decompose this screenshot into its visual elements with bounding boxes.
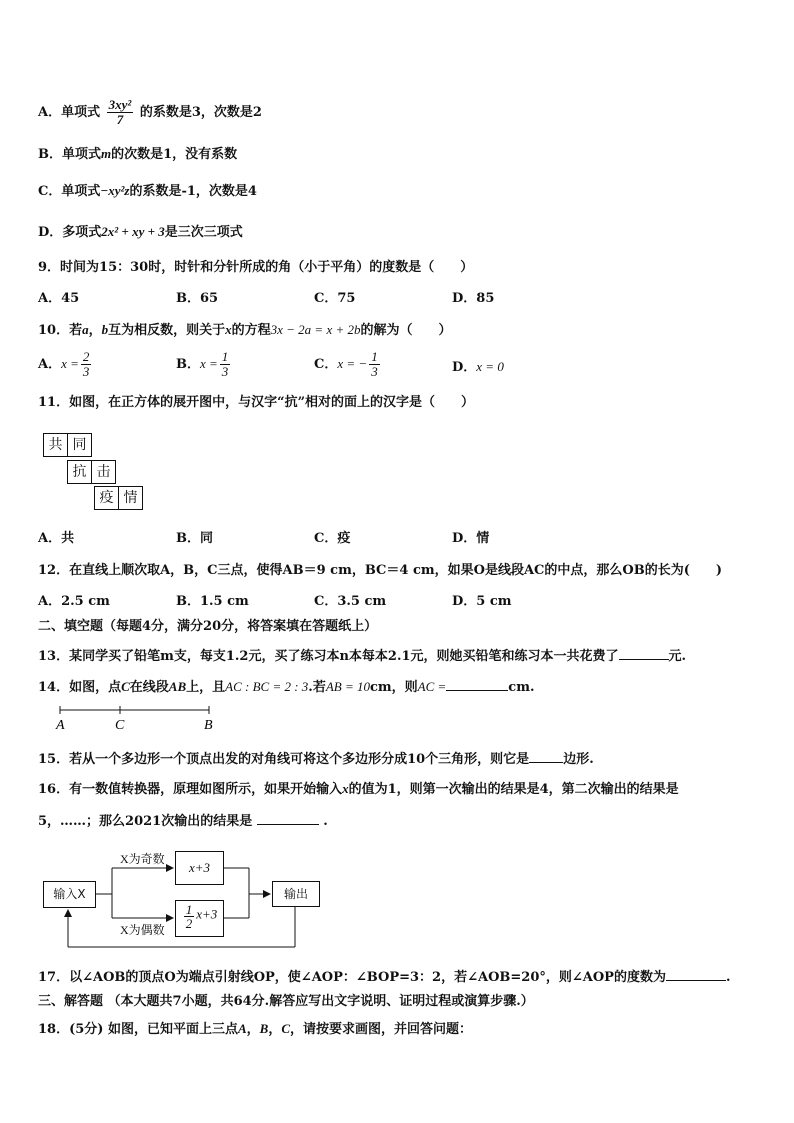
q16-text: 5，……；那么2021次输出的结果是 xyxy=(38,814,253,829)
q12-option-b: B．1.5 cm xyxy=(176,594,249,609)
flow-odd-label: X为奇数 xyxy=(120,852,165,866)
q9-option-a: A．45 xyxy=(38,291,80,306)
q18 xyxy=(38,1021,472,1038)
q16-var-x: x xyxy=(342,781,349,796)
flow-even-box xyxy=(175,900,224,937)
q9-option-b: B．65 xyxy=(176,291,219,306)
q17-text: 17．以∠AOB的顶点O为端点引射线OP，使∠AOP：∠BOP=3：2，若∠AOB=20°，则∠AOP的度数为 xyxy=(38,970,666,985)
q10-c-label: C． xyxy=(314,357,338,372)
q16-text: 的值为1，则第一次输出的结果是4，第二次输出的结果是 xyxy=(348,782,679,797)
q10-b-lhs: x = xyxy=(200,356,218,371)
q11-option-d: D．情 xyxy=(452,531,490,546)
q14-text: .若 xyxy=(308,680,326,695)
q8-a-denominator: 7 xyxy=(116,112,124,127)
q11-option-a: A．共 xyxy=(38,531,75,546)
q14-ac: AC = xyxy=(417,679,447,694)
q8-c-prefix: C．单项式 xyxy=(38,184,101,199)
q18-text: 18．(5分) 如图，已知平面上三点 xyxy=(38,1022,238,1037)
q8-a-suffix: 的系数是3，次数是2 xyxy=(139,105,262,120)
q10-a-lhs: x = xyxy=(61,356,79,371)
q8-b-var: m xyxy=(101,146,112,161)
q14-text: cm，则 xyxy=(369,680,418,695)
cube-face-tong: 同 xyxy=(67,433,92,457)
section-solutions-heading: 三、解答题 （本大题共7小题，共64分.解答应写出文字说明、证明过程或演算步骤.） xyxy=(38,994,534,1009)
q14-segment-ab: AB xyxy=(168,679,187,694)
flow-even-fraction xyxy=(184,903,195,930)
q14-text: 14．如图，点 xyxy=(38,680,122,695)
point-label-b: B xyxy=(204,718,213,733)
q10-b-den: 3 xyxy=(221,364,229,379)
q10-a-label: A． xyxy=(38,357,62,372)
section-fill-in-heading: 二、填空题（每题4分，满分20分，将答案填在答题纸上） xyxy=(38,619,378,634)
q18-point-b: B xyxy=(259,1021,269,1036)
q8-c-suffix: 的系数是-1，次数是4 xyxy=(129,184,257,199)
q18-point-a: A xyxy=(237,1021,247,1036)
q8-d-prefix: D．多项式 xyxy=(38,225,102,240)
cube-face-yi: 疫 xyxy=(94,486,119,510)
q10-d-expr: x = 0 xyxy=(476,359,504,374)
q14-text: 上，且 xyxy=(186,680,226,695)
q10-equation: 3x − 2a = x + 2b xyxy=(270,322,361,337)
cube-face-kang: 抗 xyxy=(67,460,92,484)
q18-sep: ， xyxy=(246,1022,260,1037)
q8-b-prefix: B．单项式 xyxy=(38,147,101,162)
q16-text: 16．有一数值转换器，原理如图所示，如果开始输入 xyxy=(38,782,343,797)
q11-option-b: B．同 xyxy=(176,531,213,546)
q13-end: 元. xyxy=(668,649,687,664)
flow-input-box: 输入X xyxy=(43,881,96,908)
point-label-c: C xyxy=(115,718,125,733)
q10-c-den: 3 xyxy=(371,364,378,379)
q15-end: 边形. xyxy=(563,752,594,767)
q17 xyxy=(38,968,730,986)
q17-end: . xyxy=(725,970,731,985)
flow-output-box: 输出 xyxy=(272,881,320,907)
q14-point-c: C xyxy=(121,679,130,694)
q14-ab-length: AB = 10 xyxy=(325,679,370,694)
q10-sep: ， xyxy=(88,323,102,338)
q10-b-label: B． xyxy=(176,357,200,372)
q10-d-label: D． xyxy=(452,360,477,375)
q8-b-suffix: 的次数是1，没有系数 xyxy=(111,147,238,162)
q10-var-b: b xyxy=(101,322,109,337)
q12-option-c: C．3.5 cm xyxy=(314,594,387,609)
q10-var-x: x xyxy=(225,322,232,337)
flow-even-num: 1 xyxy=(185,902,193,917)
q10-stem-part: 的解为（ ） xyxy=(360,323,452,338)
q8-d-suffix: 是三次三项式 xyxy=(164,225,243,240)
q9-option-c: C．75 xyxy=(314,291,356,306)
q17-answer-blank xyxy=(666,968,726,981)
q8-d-expr: 2x² + xy + 3 xyxy=(101,224,165,239)
q9-option-d: D．85 xyxy=(452,291,495,306)
q10-a-num: 2 xyxy=(82,349,90,364)
point-label-a: A xyxy=(56,718,65,733)
q14-text: 在线段 xyxy=(129,680,169,695)
q16-end: . xyxy=(323,814,328,829)
q12-stem: 12．在直线上顺次取A，B，C三点，使得AB＝9 cm，BC＝4 cm，如果O是线段AC的中点，那么OB的长为( ) xyxy=(38,563,723,578)
flow-even-den: 2 xyxy=(185,916,193,931)
q10-stem-part: 10．若 xyxy=(38,323,83,338)
q10-var-a: a xyxy=(82,322,89,337)
q13-text: 13．某同学买了铅笔m支，每支1.2元，买了练习本n本每本2.1元，则她买铅笔和练习本一共花费了 xyxy=(38,649,619,664)
q8-a-prefix: A．单项式 xyxy=(38,105,101,120)
q9-stem: 9．时间为15：30时，时针和分针所成的角（小于平角）的度数是（ ） xyxy=(38,260,474,275)
q14-text: cm. xyxy=(508,680,535,695)
q15-text: 15．若从一个多边形一个顶点出发的对角线可将这个多边形分成10个三角形，则它是 xyxy=(38,752,530,767)
q18-text: ，请按要求画图，并回答问题： xyxy=(290,1022,473,1037)
q10-b-num: 1 xyxy=(221,349,229,364)
q10-stem-part: 互为相反数，则关于 xyxy=(108,323,226,338)
q10-stem-part: 的方程 xyxy=(231,323,271,338)
q10-c-lhs: x = − xyxy=(337,356,368,371)
q12-option-d: D．5 cm xyxy=(452,594,512,609)
q11-option-c: C．疫 xyxy=(314,531,351,546)
q18-point-c: C xyxy=(281,1021,291,1036)
q10-a-den: 3 xyxy=(82,364,90,379)
q18-sep: ， xyxy=(268,1022,282,1037)
q14-ratio: AC : BC = 2 : 3 xyxy=(225,679,309,694)
cube-face-ji: 击 xyxy=(91,460,116,484)
q11-stem: 11．如图，在正方体的展开图中，与汉字“抗”相对的面上的汉字是（ ） xyxy=(38,395,475,410)
flow-even-tail: x+3 xyxy=(196,906,218,922)
cube-face-qing: 情 xyxy=(118,486,143,510)
cube-face-gong: 共 xyxy=(43,433,68,457)
flow-odd-box: x+3 xyxy=(175,851,224,885)
q12-option-a: A．2.5 cm xyxy=(38,594,110,609)
q8-a-numerator: 3xy² xyxy=(108,97,132,112)
flow-even-label: X为偶数 xyxy=(120,923,165,937)
q8-c-expr: −xy²z xyxy=(100,183,130,198)
q10-c-num: 1 xyxy=(371,349,378,364)
